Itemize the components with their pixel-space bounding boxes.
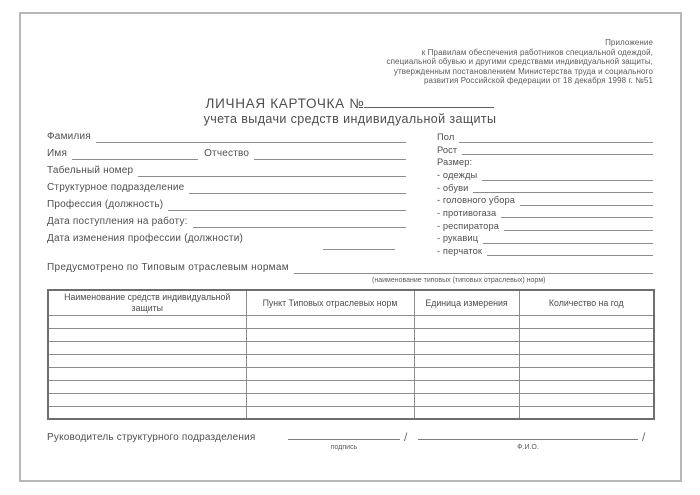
surname-label: Фамилия	[47, 131, 91, 142]
table-cell[interactable]	[519, 328, 654, 341]
size-gasmask-field[interactable]	[501, 210, 653, 218]
header-norm-item: Пункт Типовых отраслевых норм	[246, 290, 414, 315]
table-cell[interactable]	[48, 367, 246, 380]
slash-separator: /	[642, 430, 646, 444]
table-cell[interactable]	[414, 354, 519, 367]
annex-note-line: специальной обувью и другими средствами индивидуальной защиты,	[386, 57, 653, 67]
norms-caption: (наименование типовых (типовых отраслевых) норм)	[372, 277, 546, 284]
norms-field[interactable]	[294, 263, 653, 274]
annex-note-line: развития Российской федерации от 18 декабря 1998 г. №51	[423, 76, 653, 86]
annex-note-line: Приложение	[605, 38, 653, 47]
table-cell[interactable]	[414, 341, 519, 354]
size-footwear-label: - обуви	[437, 182, 469, 193]
height-row	[437, 143, 653, 156]
height-field[interactable]	[462, 147, 653, 155]
card-number-field[interactable]	[364, 96, 494, 108]
table-cell[interactable]	[414, 315, 519, 328]
regulation-annex-note	[387, 38, 654, 86]
height-label: Рост	[437, 144, 458, 155]
name-field[interactable]	[72, 149, 198, 160]
size-respirator-label: - респиратора	[437, 220, 499, 231]
table-row	[48, 341, 654, 354]
ppe-table-body	[48, 315, 654, 419]
header-ppe-name: Наименование средств индивидуальной защиты	[48, 290, 246, 315]
signature-field[interactable]	[288, 429, 400, 440]
department-head-label: Руководитель структурного подразделения	[47, 432, 256, 443]
size-clothing-label: - одежды	[437, 170, 478, 181]
annex-note-line: к Правилам обеспечения работников специальной одеждой,	[421, 47, 653, 57]
size-headgear-row	[437, 193, 653, 206]
form-title-text: ЛИЧНАЯ КАРТОЧКА №	[205, 96, 365, 111]
table-cell[interactable]	[48, 393, 246, 406]
size-label: Размер:	[437, 157, 473, 168]
table-cell[interactable]	[48, 341, 246, 354]
size-mittens-label: - рукавиц	[437, 233, 479, 244]
slash-separator: /	[404, 430, 408, 444]
ppe-issue-table	[47, 289, 655, 420]
size-gasmask-label: - противогаза	[437, 207, 497, 218]
size-clothing-row	[437, 168, 653, 181]
surname-row	[47, 126, 406, 143]
table-cell[interactable]	[414, 406, 519, 419]
personnel-number-label: Табельный номер	[47, 165, 134, 176]
table-cell[interactable]	[246, 328, 414, 341]
department-field[interactable]	[189, 183, 406, 194]
table-row	[48, 315, 654, 328]
fio-caption: Ф.И.О.	[517, 444, 539, 451]
size-gasmask-row	[437, 206, 653, 219]
personal-data-section	[47, 126, 406, 245]
size-footwear-field[interactable]	[473, 185, 653, 193]
table-row	[48, 393, 654, 406]
table-row	[48, 380, 654, 393]
table-cell[interactable]	[414, 393, 519, 406]
table-cell[interactable]	[414, 328, 519, 341]
table-cell[interactable]	[48, 354, 246, 367]
form-title-subtitle: учета выдачи средств индивидуальной защиты	[203, 112, 497, 126]
size-header-row	[437, 155, 653, 168]
profession-change-date-field[interactable]	[323, 242, 395, 250]
table-cell[interactable]	[519, 393, 654, 406]
hire-date-field[interactable]	[193, 217, 406, 228]
size-respirator-field[interactable]	[504, 223, 653, 231]
table-cell[interactable]	[246, 406, 414, 419]
hire-date-label: Дата поступления на работу:	[47, 216, 188, 227]
header-unit: Единица измерения	[414, 290, 519, 315]
sex-field[interactable]	[459, 135, 653, 143]
table-cell[interactable]	[246, 341, 414, 354]
table-cell[interactable]	[48, 328, 246, 341]
size-gloves-field[interactable]	[487, 248, 653, 256]
size-gloves-label: - перчаток	[437, 245, 483, 256]
table-cell[interactable]	[246, 315, 414, 328]
norms-label: Предусмотрено по Типовым отраслевым нормам	[47, 262, 289, 273]
profession-change-label: Дата изменения профессии (должности)	[47, 233, 244, 244]
fio-field[interactable]	[418, 429, 638, 440]
department-row	[47, 177, 406, 194]
table-cell[interactable]	[48, 380, 246, 393]
name-patronymic-row	[47, 143, 406, 160]
table-cell[interactable]	[519, 315, 654, 328]
anthropometry-section	[437, 130, 653, 256]
department-label: Структурное подразделение	[47, 182, 185, 193]
patronymic-field[interactable]	[254, 149, 406, 160]
profession-row	[47, 194, 406, 211]
surname-field[interactable]	[96, 132, 406, 143]
size-headgear-field[interactable]	[520, 198, 653, 206]
profession-label: Профессия (должность)	[47, 199, 164, 210]
table-cell[interactable]	[414, 367, 519, 380]
table-cell[interactable]	[519, 406, 654, 419]
sex-label: Пол	[437, 132, 455, 143]
ppe-table-header-row	[48, 290, 654, 315]
annex-note-line: утвержденным постановлением Министерства труда и социального	[393, 66, 653, 76]
ppe-table-head	[48, 290, 654, 315]
personnel-number-row	[47, 160, 406, 177]
form-title	[0, 96, 700, 126]
table-cell[interactable]	[246, 380, 414, 393]
size-headgear-label: - головного убора	[437, 195, 516, 206]
sex-row	[437, 130, 653, 143]
header-qty-per-year: Количество на год	[519, 290, 654, 315]
table-cell[interactable]	[519, 341, 654, 354]
profession-field[interactable]	[168, 200, 406, 211]
table-cell[interactable]	[246, 393, 414, 406]
table-row	[48, 406, 654, 419]
patronymic-label: Отчество	[204, 148, 250, 159]
size-footwear-row	[437, 181, 653, 194]
table-row	[48, 367, 654, 380]
table-cell[interactable]	[48, 315, 246, 328]
name-label: Имя	[47, 148, 68, 159]
table-cell[interactable]	[519, 380, 654, 393]
hire-date-row	[47, 211, 406, 228]
size-mittens-field[interactable]	[483, 236, 653, 244]
personnel-number-field[interactable]	[138, 166, 406, 177]
size-clothing-field[interactable]	[482, 173, 653, 181]
table-cell[interactable]	[246, 354, 414, 367]
size-mittens-row	[437, 231, 653, 244]
size-respirator-row	[437, 218, 653, 231]
signature-caption: подпись	[330, 444, 358, 451]
size-gloves-row	[437, 244, 653, 257]
norms-row	[47, 262, 653, 274]
form-title-main	[0, 96, 700, 111]
table-cell[interactable]	[246, 367, 414, 380]
table-row	[48, 328, 654, 341]
table-cell[interactable]	[414, 380, 519, 393]
table-cell[interactable]	[48, 406, 246, 419]
table-cell[interactable]	[519, 354, 654, 367]
table-row	[48, 354, 654, 367]
table-cell[interactable]	[519, 367, 654, 380]
